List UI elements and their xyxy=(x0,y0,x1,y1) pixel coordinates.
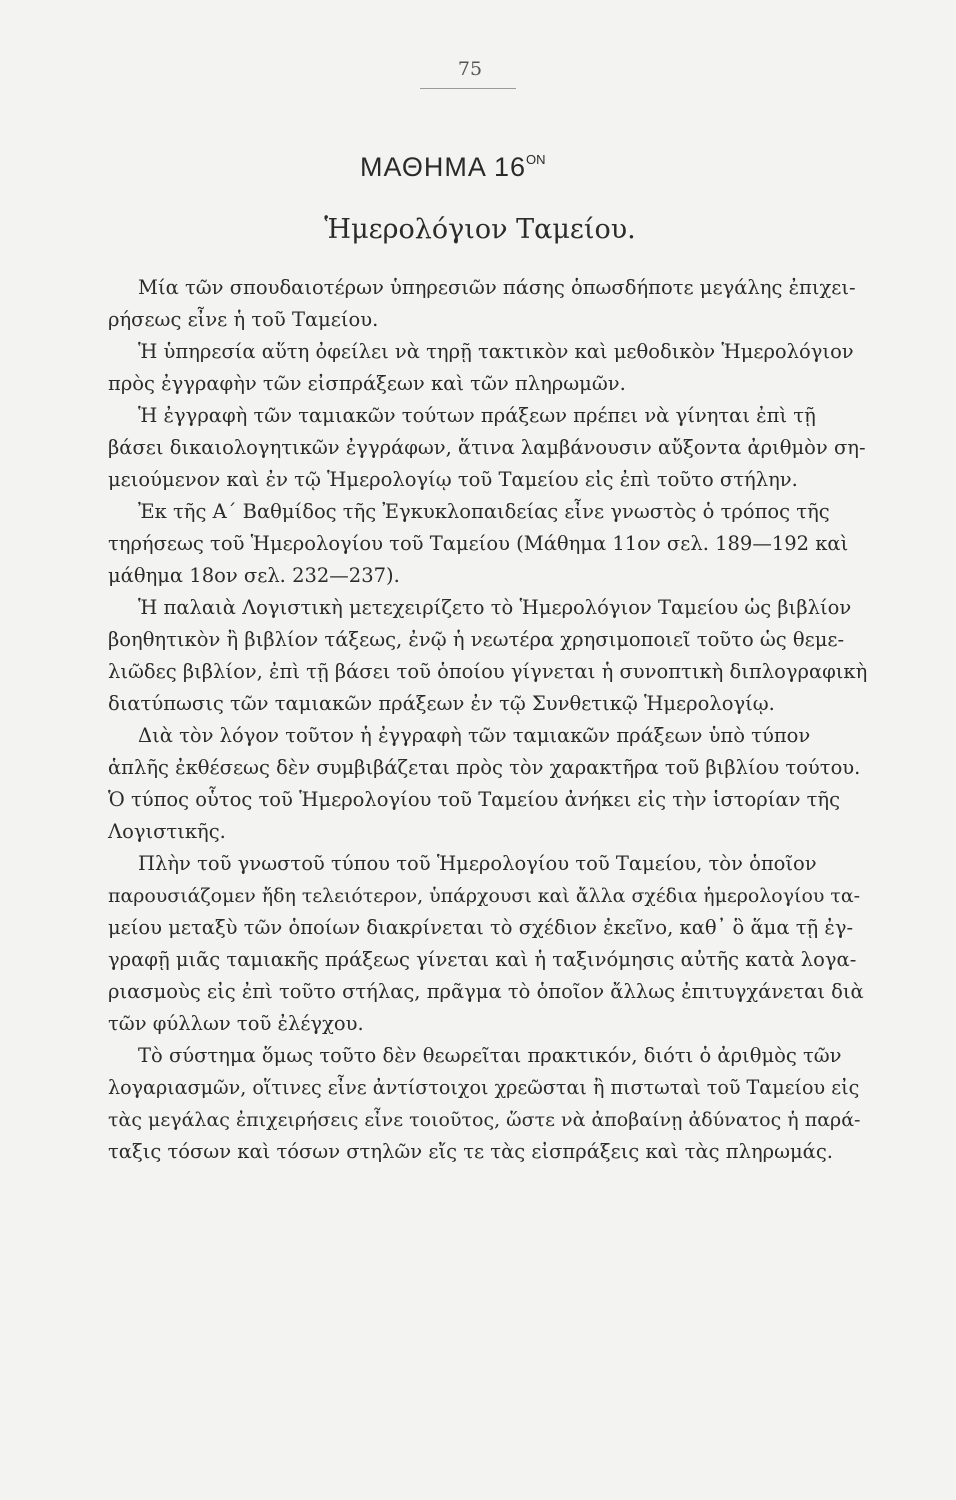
text-line: Ὁ τύπος οὗτος τοῦ Ἡμερολογίου τοῦ Ταμείου ἀνήκει εἰς τὴν ἱστορίαν τῆς xyxy=(108,788,841,811)
text-line: Πλὴν τοῦ γνωστοῦ τύπου τοῦ Ἡμερολογίου τοῦ Ταμείου, τὸν ὁποῖον xyxy=(138,852,817,875)
text-line: Ἐκ τῆς Α΄ Βαθμίδος τῆς Ἐγκυκλοπαιδείας εἶνε γνωστὸς ὁ τρόπος τῆς xyxy=(138,500,830,523)
lesson-heading-label: ΜΑΘΗΜΑ 16 xyxy=(360,152,526,182)
text-line: βάσει δικαιολογητικῶν ἐγγράφων, ἅτινα λαμβάνουσιν αὔξοντα ἀριθμὸν ση- xyxy=(108,436,866,459)
body-text xyxy=(108,272,868,1168)
page-number-rule xyxy=(420,88,516,89)
text-line: τηρήσεως τοῦ Ἡμερολογίου τοῦ Ταμείου (Μάθημα 11ον σελ. 189—192 καὶ xyxy=(108,532,849,555)
page-number: 75 xyxy=(457,58,483,80)
text-line: ταξις τόσων καὶ τόσων στηλῶν εἴς τε τὰς εἰσπράξεις καὶ τὰς πληρωμάς. xyxy=(108,1140,833,1163)
text-line: ριασμοὺς εἰς ἐπὶ τοῦτο στήλας, πρᾶγμα τὸ ὁποῖον ἄλλως ἐπιτυγχάνεται διὰ xyxy=(108,980,864,1003)
lesson-heading xyxy=(360,152,590,183)
text-line: πρὸς ἐγγραφὴν τῶν εἰσπράξεων καὶ τῶν πληρωμῶν. xyxy=(108,372,626,395)
section-title: Ἡμερολόγιον Ταμείου. xyxy=(324,214,636,245)
text-line: μείου μεταξὺ τῶν ὁποίων διακρίνεται τὸ σχέδιον ἐκεῖνο, καθ᾽ ὃ ἅμα τῇ ἐγ- xyxy=(108,916,854,939)
text-line: διατύπωσις τῶν ταμιακῶν πράξεων ἐν τῷ Συνθετικῷ Ἡμερολογίῳ. xyxy=(108,692,775,715)
text-line: τῶν φύλλων τοῦ ἐλέγχου. xyxy=(108,1012,364,1035)
text-line: βοηθητικὸν ἢ βιβλίον τάξεως, ἐνῷ ἡ νεωτέρα χρησιμοποιεῖ τοῦτο ὡς θεμε- xyxy=(108,628,845,651)
text-line: μάθημα 18ον σελ. 232—237). xyxy=(108,564,400,587)
text-line: Διὰ τὸν λόγον τοῦτον ἡ ἐγγραφὴ τῶν ταμιακῶν πράξεων ὑπὸ τύπον xyxy=(138,724,811,747)
text-line: ρήσεως εἶνε ἡ τοῦ Ταμείου. xyxy=(108,308,379,331)
text-line: Λογιστικῆς. xyxy=(108,820,226,843)
lesson-heading-superscript: ΟΝ xyxy=(525,152,546,167)
text-line: παρουσιάζομεν ἤδη τελειότερον, ὑπάρχουσι καὶ ἄλλα σχέδια ἡμερολογίου τα- xyxy=(108,885,861,907)
text-line: Ἡ παλαιὰ Λογιστικὴ μετεχειρίζετο τὸ Ἡμερολόγιον Ταμείου ὡς βιβλίον xyxy=(138,596,852,619)
text-line: λογαριασμῶν, οἵτινες εἶνε ἀντίστοιχοι χρεῶσται ἢ πιστωταὶ τοῦ Ταμείου εἰς xyxy=(108,1076,860,1099)
text-line: ἁπλῆς ἐκθέσεως δὲν συμβιβάζεται πρὸς τὸν χαρακτῆρα τοῦ βιβλίου τούτου. xyxy=(108,756,861,779)
text-line: γραφῇ μιᾶς ταμιακῆς πράξεως γίνεται καὶ ἡ ταξινόμησις αὐτῆς κατὰ λογα- xyxy=(108,948,857,971)
text-line: τὰς μεγάλας ἐπιχειρήσεις εἶνε τοιοῦτος, ὥστε νὰ ἀποβαίνῃ ἀδύνατος ἡ παρά- xyxy=(108,1109,861,1131)
text-line: Ἡ ἐγγραφὴ τῶν ταμιακῶν τούτων πράξεων πρέπει νὰ γίνηται ἐπὶ τῇ xyxy=(138,404,816,427)
text-line: Τὸ σύστημα ὅμως τοῦτο δὲν θεωρεῖται πρακτικόν, διότι ὁ ἀριθμὸς τῶν xyxy=(138,1044,842,1067)
text-line: Ἡ ὑπηρεσία αὕτη ὀφείλει νὰ τηρῇ τακτικὸν καὶ μεθοδικὸν Ἡμερολόγιον xyxy=(138,340,854,363)
text-line: μειούμενον καὶ ἐν τῷ Ἡμερολογίῳ τοῦ Ταμείου εἰς ἐπὶ τοῦτο στήλην. xyxy=(108,468,798,491)
text-line: Μία τῶν σπουδαιοτέρων ὑπηρεσιῶν πάσης ὁπωσδήποτε μεγάλης ἐπιχει- xyxy=(138,276,856,299)
text-line: λιῶδες βιβλίον, ἐπὶ τῇ βάσει τοῦ ὁποίου γίγνεται ἡ συνοπτικὴ διπλογραφικὴ xyxy=(108,660,868,683)
